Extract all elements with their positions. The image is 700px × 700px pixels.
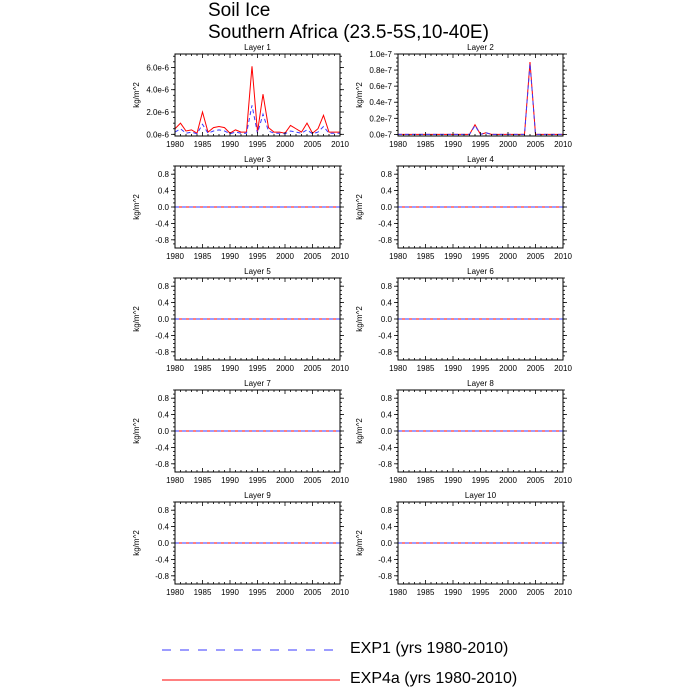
plot-area	[398, 62, 563, 134]
x-tick-label: 1980	[389, 588, 407, 597]
x-tick-label: 1980	[389, 140, 407, 149]
y-tick-label: -0.8	[378, 235, 392, 245]
y-tick-label: -0.8	[378, 459, 392, 469]
chart-title: Soil Ice	[208, 0, 271, 21]
panel-title: Layer 4	[467, 155, 494, 164]
y-tick-label: 0.0	[157, 203, 169, 212]
y-tick-label: 2.0e-6	[146, 108, 169, 118]
x-tick-label: 1985	[193, 252, 212, 261]
y-tick-label: -0.4	[155, 331, 169, 341]
x-tick-label: 1990	[444, 140, 462, 149]
y-axis-label: kg/m^2	[132, 82, 141, 108]
legend-label-exp1: EXP1 (yrs 1980-2010)	[350, 640, 509, 657]
y-tick-label: 0.4	[380, 298, 392, 308]
y-tick-label: 4.0e-6	[146, 85, 169, 95]
y-axis-label: kg/m^2	[355, 530, 364, 556]
x-tick-label: 1985	[193, 476, 212, 485]
x-tick-label: 1990	[221, 364, 239, 373]
y-tick-label: 1.0e-7	[369, 50, 392, 59]
x-tick-label: 2010	[554, 252, 572, 261]
panel-layer-9	[132, 491, 349, 597]
panel-title: Layer 6	[467, 267, 494, 276]
x-tick-label: 2000	[276, 364, 294, 373]
y-tick-label: 0.8	[380, 170, 392, 180]
y-tick-label: 0.0e-6	[146, 130, 169, 140]
x-tick-label: 2000	[276, 252, 294, 261]
y-axis-label: kg/m^2	[132, 530, 141, 556]
x-tick-label: 1995	[471, 588, 490, 597]
y-tick-label: 0.4	[380, 410, 392, 420]
x-tick-label: 2010	[331, 252, 349, 261]
y-tick-label: -0.4	[155, 443, 169, 453]
x-tick-label: 1985	[193, 364, 212, 373]
x-tick-label: 1985	[416, 364, 435, 373]
x-tick-label: 2005	[303, 252, 322, 261]
x-tick-label: 1980	[389, 364, 407, 373]
x-tick-label: 2010	[331, 140, 349, 149]
x-tick-label: 2010	[554, 140, 572, 149]
x-tick-label: 2010	[331, 364, 349, 373]
panel-title: Layer 1	[244, 43, 271, 52]
y-tick-label: 0.8	[157, 506, 169, 516]
x-tick-label: 2005	[526, 364, 545, 373]
x-tick-label: 1995	[471, 364, 490, 373]
panel-title: Layer 2	[467, 43, 494, 52]
x-tick-label: 2010	[554, 588, 572, 597]
y-tick-label: 0.4	[380, 186, 392, 196]
x-tick-label: 1990	[444, 588, 462, 597]
x-tick-label: 2005	[526, 140, 545, 149]
x-tick-label: 1990	[221, 476, 239, 485]
x-tick-label: 1995	[248, 476, 267, 485]
x-tick-label: 1995	[471, 140, 490, 149]
y-tick-label: 0.8	[380, 282, 392, 292]
series-line-exp1	[398, 64, 563, 135]
y-tick-label: 0.8e-7	[369, 66, 392, 76]
x-tick-label: 1985	[416, 252, 435, 261]
x-tick-label: 1990	[221, 140, 239, 149]
y-axis-label: kg/m^2	[355, 82, 364, 108]
x-tick-label: 1990	[444, 476, 462, 485]
chart-subtitle: Southern Africa (23.5-5S,10-40E)	[208, 22, 489, 43]
x-tick-label: 2000	[499, 588, 517, 597]
x-tick-label: 2005	[526, 588, 545, 597]
x-tick-label: 2005	[303, 364, 322, 373]
x-tick-label: 2000	[276, 140, 294, 149]
panel-layer-10	[355, 491, 572, 597]
x-tick-label: 1990	[221, 588, 239, 597]
y-tick-label: -0.4	[378, 555, 392, 565]
y-tick-label: 0.4	[157, 298, 169, 308]
y-tick-label: -0.8	[378, 571, 392, 581]
x-tick-label: 1980	[166, 140, 184, 149]
panel-layer-7	[132, 379, 349, 485]
panel-layer-8	[355, 379, 572, 485]
y-tick-label: 0.8	[157, 282, 169, 292]
y-tick-label: -0.4	[378, 331, 392, 341]
y-tick-label: 0.4	[380, 522, 392, 532]
y-tick-label: 0.6e-7	[369, 82, 392, 92]
x-tick-label: 1985	[416, 588, 435, 597]
panel-title: Layer 10	[464, 491, 497, 500]
y-axis-label: kg/m^2	[355, 194, 364, 220]
y-tick-label: -0.8	[155, 571, 169, 581]
x-tick-label: 2000	[276, 588, 294, 597]
x-tick-label: 2010	[554, 476, 572, 485]
x-tick-label: 1980	[389, 252, 407, 261]
panel-title: Layer 7	[244, 379, 271, 388]
x-tick-label: 1980	[166, 252, 184, 261]
x-tick-label: 2000	[499, 476, 517, 485]
x-tick-label: 1985	[416, 140, 435, 149]
x-tick-label: 2010	[331, 588, 349, 597]
panel-layer-6	[355, 267, 572, 373]
y-axis-label: kg/m^2	[132, 418, 141, 444]
panel-layer-3	[132, 155, 349, 261]
x-tick-label: 1990	[444, 364, 462, 373]
x-tick-label: 2005	[303, 588, 322, 597]
y-tick-label: -0.4	[378, 443, 392, 453]
y-tick-label: -0.8	[155, 347, 169, 357]
y-tick-label: 0.0	[157, 539, 169, 548]
x-tick-label: 1985	[193, 140, 212, 149]
y-tick-label: 0.0	[380, 427, 392, 436]
x-tick-label: 1980	[166, 364, 184, 373]
series-line-exp4a	[398, 62, 563, 134]
x-tick-label: 2000	[499, 364, 517, 373]
y-tick-label: -0.4	[378, 219, 392, 229]
y-tick-label: 0.0	[157, 427, 169, 436]
panel-layer-2	[355, 43, 572, 149]
x-tick-label: 2000	[499, 140, 517, 149]
y-tick-label: 0.4	[157, 410, 169, 420]
x-tick-label: 2010	[331, 476, 349, 485]
x-tick-label: 1980	[166, 588, 184, 597]
x-tick-label: 2000	[276, 476, 294, 485]
y-tick-label: 0.8	[157, 170, 169, 180]
y-tick-label: 0.8	[380, 394, 392, 404]
x-tick-label: 1995	[248, 140, 267, 149]
y-axis-label: kg/m^2	[355, 306, 364, 332]
x-tick-label: 2005	[303, 476, 322, 485]
y-tick-label: 0.0	[380, 539, 392, 548]
y-tick-label: 0.0	[157, 315, 169, 324]
x-tick-label: 1995	[471, 476, 490, 485]
y-tick-label: -0.8	[155, 459, 169, 469]
x-tick-label: 1990	[221, 252, 239, 261]
y-tick-label: -0.8	[155, 235, 169, 245]
y-tick-label: 0.2e-7	[369, 114, 392, 124]
y-tick-label: 0.4	[157, 186, 169, 196]
x-tick-label: 1980	[166, 476, 184, 485]
x-tick-label: 2010	[554, 364, 572, 373]
y-axis-label: kg/m^2	[132, 306, 141, 332]
y-tick-label: 0.8	[380, 506, 392, 516]
y-tick-label: 0.0	[380, 203, 392, 212]
y-tick-label: 0.8	[157, 394, 169, 404]
legend-label-exp4a: EXP4a (yrs 1980-2010)	[350, 670, 518, 687]
y-axis-label: kg/m^2	[132, 194, 141, 220]
x-tick-label: 2005	[526, 252, 545, 261]
x-tick-label: 1990	[444, 252, 462, 261]
panel-title: Layer 5	[244, 267, 271, 276]
y-tick-label: 0.4	[157, 522, 169, 532]
y-tick-label: -0.4	[155, 555, 169, 565]
x-tick-label: 1985	[193, 588, 212, 597]
plot-area	[175, 66, 340, 134]
series-line-exp4a	[175, 66, 340, 133]
x-tick-label: 2005	[526, 476, 545, 485]
x-tick-label: 2000	[499, 252, 517, 261]
panel-title: Layer 3	[244, 155, 271, 164]
panel-title: Layer 8	[467, 379, 494, 388]
x-tick-label: 1985	[416, 476, 435, 485]
x-tick-label: 1995	[471, 252, 490, 261]
panel-layer-1	[132, 43, 349, 149]
panel-layer-5	[132, 267, 349, 373]
x-tick-label: 1995	[248, 252, 267, 261]
y-tick-label: 0.0e-7	[369, 130, 392, 140]
y-tick-label: -0.4	[155, 219, 169, 229]
panel-layer-4	[355, 155, 572, 261]
y-tick-label: -0.8	[378, 347, 392, 357]
y-tick-label: 0.4e-7	[369, 98, 392, 108]
y-tick-label: 6.0e-6	[146, 63, 169, 73]
y-axis-label: kg/m^2	[355, 418, 364, 444]
x-tick-label: 1995	[248, 364, 267, 373]
x-tick-label: 1995	[248, 588, 267, 597]
x-tick-label: 2005	[303, 140, 322, 149]
x-tick-label: 1980	[389, 476, 407, 485]
y-tick-label: 0.0	[380, 315, 392, 324]
panel-title: Layer 9	[244, 491, 271, 500]
plot-frame	[398, 54, 563, 136]
